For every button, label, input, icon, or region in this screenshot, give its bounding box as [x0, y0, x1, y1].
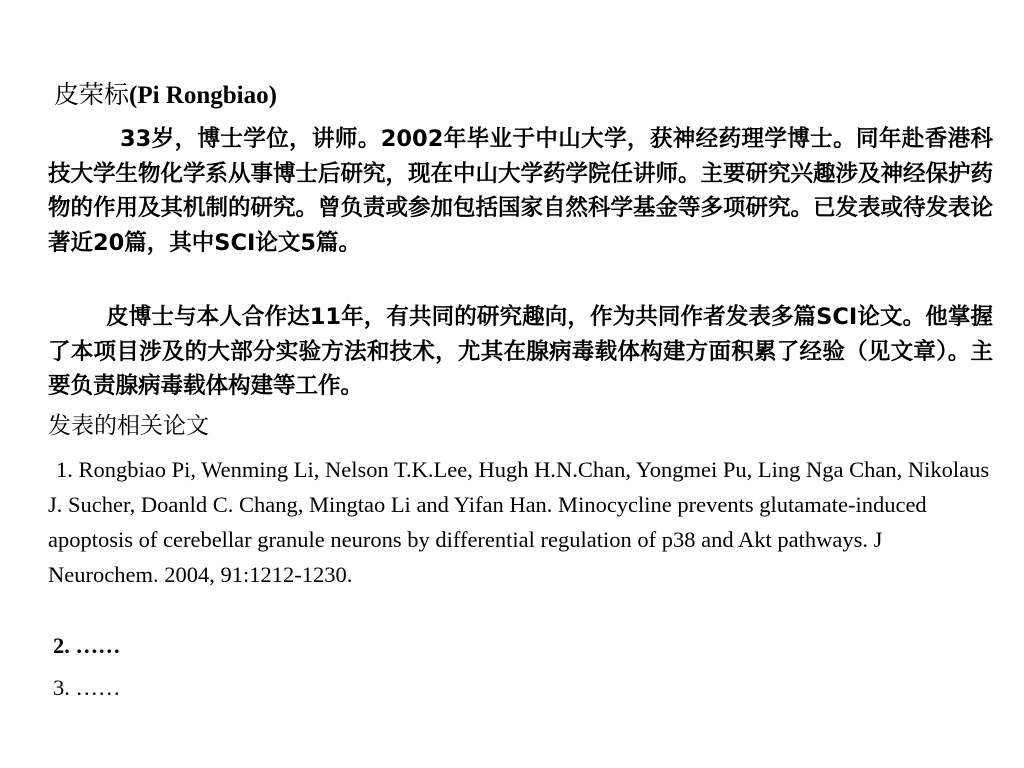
- publication-item-text: 1. Rongbiao Pi, Wenming Li, Nelson T.K.Lee, Hugh H.N.Chan, Yongmei Pu, Ling Nga Chan, Nikolaus J. Sucher, Doanld C. Chang, Mingtao Li and Yifan Han. Minocycline prevents glutamate-induced apoptosis of cerebellar granule neurons by differential regulation of p38 and Akt pathways. J Neurochem. 2004, 91:1212-1230.: [48, 457, 990, 587]
- person-name-en: (Pi Rongbiao): [129, 82, 277, 109]
- publication-item: 2. ……: [53, 633, 121, 658]
- bio-paragraph-1: [48, 122, 993, 261]
- bio-paragraph-2: [48, 300, 993, 404]
- bio-paragraph-2-text: 皮博士与本人合作达11年，有共同的研究趣向，作为共同作者发表多篇SCI论文。他掌握了本项目涉及的大部分实验方法和技术，尤其在腺病毒载体构建方面积累了经验（见文章）。主要负责腺病毒载体构建等工作。: [48, 304, 993, 400]
- publication-item: [48, 452, 993, 592]
- person-name-cn: 皮荣标: [54, 82, 130, 109]
- bio-paragraph-1-text: 33岁，博士学位，讲师。2002年毕业于中山大学，获神经药理学博士。同年赴香港科技大学生物化学系从事博士后研究，现在中山大学药学院任讲师。主要研究兴趣涉及神经保护药物的作用及其机制的研究。曾负责或参加包括国家自然科学基金等多项研究。已发表或待发表论著近20篇，其中SCI论文5篇。: [48, 126, 994, 257]
- person-heading: [54, 80, 277, 112]
- publication-item: 3. ……: [53, 675, 121, 700]
- publications-title: 发表的相关论文: [48, 413, 209, 439]
